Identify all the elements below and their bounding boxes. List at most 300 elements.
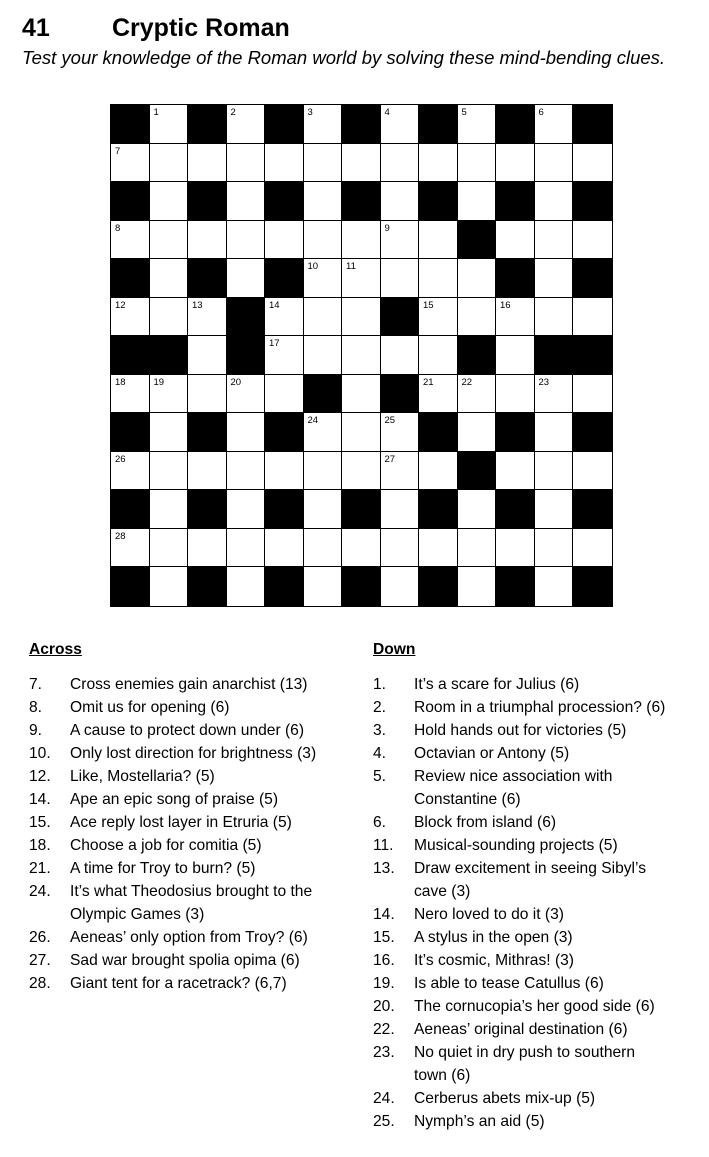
- across-clue: [29, 765, 359, 788]
- grid-square[interactable]: [496, 452, 535, 491]
- down-heading: Down: [373, 641, 416, 658]
- grid-square[interactable]: [265, 529, 304, 568]
- clue-text: [70, 949, 359, 972]
- clue-text: [414, 765, 703, 811]
- clue-label: 4.: [373, 745, 387, 762]
- grid-block: [342, 490, 381, 529]
- grid-square[interactable]: [458, 298, 497, 337]
- grid-square[interactable]: [342, 529, 381, 568]
- grid-square[interactable]: [265, 221, 304, 260]
- clue-number: 14: [269, 299, 280, 311]
- clue-text: [70, 811, 359, 834]
- clue-text: [70, 834, 359, 857]
- clue-number: 25: [384, 415, 396, 426]
- grid-square[interactable]: [111, 529, 150, 568]
- grid-square[interactable]: [304, 105, 343, 144]
- grid-block: [496, 490, 535, 529]
- grid-block: [265, 105, 304, 144]
- clue-label: 24.: [373, 1090, 395, 1107]
- clue-text: [70, 788, 359, 811]
- clue-label: 1.: [373, 676, 387, 693]
- clue-line: Is able to tease Catullus (6): [414, 975, 604, 992]
- grid-block: [419, 182, 458, 221]
- grid-square[interactable]: [265, 336, 304, 375]
- across-clue: [29, 719, 359, 742]
- grid-square[interactable]: [150, 298, 189, 337]
- clue-line: Aeneas’ original destination (6): [414, 1021, 628, 1038]
- grid-square[interactable]: [419, 259, 458, 298]
- clue-number: 18: [115, 376, 126, 388]
- grid-square[interactable]: [573, 144, 612, 183]
- grid-square[interactable]: [227, 375, 266, 414]
- clue-line: cave (3): [414, 883, 471, 900]
- clue-text: [414, 926, 703, 949]
- grid-square[interactable]: [304, 144, 343, 183]
- grid-square[interactable]: [458, 375, 497, 414]
- clue-number: 7: [115, 145, 121, 157]
- down-clue: [373, 765, 703, 811]
- clue-label: 25.: [373, 1113, 395, 1130]
- clue-text: [414, 696, 703, 719]
- clue-label: 2.: [373, 699, 387, 716]
- clue-line: Nymph’s an aid (5): [414, 1113, 545, 1130]
- clue-line: Hold hands out for victories (5): [414, 722, 627, 739]
- grid-square[interactable]: [496, 336, 535, 375]
- grid-square[interactable]: [535, 529, 574, 568]
- clue-number: 27: [384, 453, 396, 465]
- clue-line: Omit us for opening (6): [70, 699, 230, 716]
- clue-number: 16: [500, 299, 511, 311]
- grid-block: [496, 182, 535, 221]
- grid-square[interactable]: [304, 452, 343, 491]
- clue-label: 27.: [29, 952, 51, 969]
- down-clue: [373, 949, 703, 972]
- grid-square[interactable]: [381, 221, 420, 260]
- clue-text: [414, 1018, 703, 1041]
- grid-square[interactable]: [227, 490, 266, 529]
- clue-label: 28.: [29, 975, 51, 992]
- grid-square[interactable]: [342, 452, 381, 491]
- grid-block: [419, 413, 458, 452]
- grid-square[interactable]: [150, 221, 189, 260]
- grid-square[interactable]: [496, 529, 535, 568]
- grid-square[interactable]: [535, 567, 574, 606]
- clue-text: [414, 1041, 703, 1087]
- clue-number: 15: [423, 299, 434, 311]
- clue-number: 11: [346, 261, 356, 272]
- grid-square[interactable]: [150, 490, 189, 529]
- grid-square[interactable]: [227, 105, 266, 144]
- clue-text: [414, 972, 703, 995]
- clue-line: Aeneas’ only option from Troy? (6): [70, 929, 308, 946]
- across-clue: [29, 972, 359, 995]
- grid-square[interactable]: [188, 375, 227, 414]
- grid-square[interactable]: [419, 529, 458, 568]
- clue-number: 24: [307, 415, 319, 426]
- grid-square[interactable]: [304, 567, 343, 606]
- grid-square[interactable]: [458, 182, 497, 221]
- down-clue: [373, 857, 703, 903]
- grid-block: [342, 182, 381, 221]
- clue-text: [70, 742, 359, 765]
- across-clue: [29, 834, 359, 857]
- crossword-grid: [110, 104, 613, 607]
- grid-square[interactable]: [304, 529, 343, 568]
- grid-square[interactable]: [458, 144, 497, 183]
- clue-line: The cornucopia’s her good side (6): [414, 998, 655, 1015]
- grid-square[interactable]: [419, 336, 458, 375]
- grid-square[interactable]: [111, 375, 150, 414]
- clue-label: 7.: [29, 676, 43, 693]
- across-clue: [29, 857, 359, 880]
- grid-block: [265, 182, 304, 221]
- down-clues: [373, 641, 703, 1133]
- grid-block: [342, 105, 381, 144]
- clue-number: 28: [115, 530, 126, 542]
- grid-square[interactable]: [188, 452, 227, 491]
- grid-square[interactable]: [535, 298, 574, 337]
- grid-block: [496, 567, 535, 606]
- grid-block: [111, 490, 150, 529]
- clue-number: 2: [230, 107, 236, 118]
- grid-square[interactable]: [227, 144, 266, 183]
- clue-text: [70, 765, 359, 788]
- grid-square[interactable]: [188, 298, 227, 337]
- clue-text: [70, 972, 359, 995]
- puzzle-intro: Test your knowledge of the Roman world by solving these mind-bending clues.: [22, 47, 666, 68]
- clue-number: 21: [423, 376, 434, 388]
- grid-square[interactable]: [535, 144, 574, 183]
- grid-block: [419, 567, 458, 606]
- grid-square[interactable]: [535, 490, 574, 529]
- grid-square[interactable]: [342, 413, 381, 452]
- grid-square[interactable]: [419, 144, 458, 183]
- grid-square[interactable]: [265, 452, 304, 491]
- grid-square[interactable]: [265, 298, 304, 337]
- grid-square[interactable]: [458, 567, 497, 606]
- grid-square[interactable]: [150, 413, 189, 452]
- grid-square[interactable]: [265, 144, 304, 183]
- grid-block: [381, 298, 420, 337]
- clue-label: 20.: [373, 998, 395, 1015]
- grid-square[interactable]: [111, 144, 150, 183]
- grid-square[interactable]: [381, 336, 420, 375]
- across-clue: [29, 696, 359, 719]
- grid-square[interactable]: [227, 567, 266, 606]
- clue-line: Choose a job for comitia (5): [70, 837, 262, 854]
- clue-number: 3: [307, 107, 313, 118]
- across-clue-list: [29, 673, 359, 995]
- clue-line: Sad war brought spolia opima (6): [70, 952, 300, 969]
- clue-text: [414, 903, 703, 926]
- grid-square[interactable]: [227, 259, 266, 298]
- grid-square[interactable]: [188, 336, 227, 375]
- grid-square[interactable]: [227, 221, 266, 260]
- down-clue: [373, 926, 703, 949]
- grid-square[interactable]: [304, 298, 343, 337]
- grid-square[interactable]: [304, 413, 343, 452]
- grid-square[interactable]: [573, 298, 612, 337]
- down-clue: [373, 673, 703, 696]
- clue-number: 12: [115, 299, 126, 311]
- grid-square[interactable]: [111, 298, 150, 337]
- clue-number: 19: [153, 376, 165, 388]
- grid-block: [458, 452, 497, 491]
- grid-square[interactable]: [304, 490, 343, 529]
- grid-square[interactable]: [342, 144, 381, 183]
- clue-text: [414, 1110, 703, 1133]
- down-clue: [373, 834, 703, 857]
- grid-square[interactable]: [150, 105, 189, 144]
- grid-square[interactable]: [304, 182, 343, 221]
- clue-label: 14.: [29, 791, 51, 808]
- down-clue: [373, 1110, 703, 1133]
- clue-label: 18.: [29, 837, 51, 854]
- across-clues: [29, 641, 359, 995]
- grid-block: [573, 105, 612, 144]
- clue-line: Review nice association with: [414, 768, 613, 785]
- clue-label: 5.: [373, 768, 387, 785]
- grid-square[interactable]: [381, 529, 420, 568]
- clue-line: Ace reply lost layer in Etruria (5): [70, 814, 292, 831]
- clue-text: [414, 995, 703, 1018]
- down-clue: [373, 903, 703, 926]
- clue-line: town (6): [414, 1067, 471, 1084]
- grid-square[interactable]: [535, 105, 574, 144]
- clue-line: A stylus in the open (3): [414, 929, 573, 946]
- grid-block: [381, 375, 420, 414]
- clue-number: 17: [269, 338, 280, 349]
- clue-number: 23: [538, 376, 550, 388]
- grid-square[interactable]: [304, 336, 343, 375]
- grid-square[interactable]: [150, 182, 189, 221]
- across-clue: [29, 673, 359, 696]
- down-clue: [373, 742, 703, 765]
- grid-block: [111, 105, 150, 144]
- grid-square[interactable]: [342, 221, 381, 260]
- grid-block: [573, 259, 612, 298]
- clue-line: Ape an epic song of praise (5): [70, 791, 279, 808]
- grid-square[interactable]: [496, 144, 535, 183]
- grid-square[interactable]: [381, 182, 420, 221]
- grid-square[interactable]: [150, 375, 189, 414]
- clue-label: 24.: [29, 883, 51, 900]
- clue-number: 26: [115, 453, 126, 465]
- clue-label: 26.: [29, 929, 51, 946]
- grid-square[interactable]: [419, 375, 458, 414]
- down-clue-list: [373, 673, 703, 1133]
- clue-label: 6.: [373, 814, 387, 831]
- grid-block: [188, 105, 227, 144]
- grid-square[interactable]: [381, 567, 420, 606]
- grid-square[interactable]: [573, 375, 612, 414]
- clue-line: Like, Mostellaria? (5): [70, 768, 215, 785]
- grid-block: [265, 490, 304, 529]
- grid-square[interactable]: [188, 144, 227, 183]
- grid-square[interactable]: [458, 105, 497, 144]
- grid-square[interactable]: [458, 413, 497, 452]
- clue-text: [414, 742, 703, 765]
- across-clue: [29, 742, 359, 765]
- across-heading: Across: [29, 641, 82, 658]
- grid-square[interactable]: [535, 413, 574, 452]
- across-clue: [29, 811, 359, 834]
- puzzle-title: Cryptic Roman: [112, 14, 290, 42]
- down-clue: [373, 1018, 703, 1041]
- grid-block: [535, 336, 574, 375]
- clue-text: [414, 1087, 703, 1110]
- grid-square[interactable]: [227, 413, 266, 452]
- grid-square[interactable]: [342, 298, 381, 337]
- grid-square[interactable]: [265, 375, 304, 414]
- grid-square[interactable]: [150, 144, 189, 183]
- grid-block: [150, 336, 189, 375]
- clue-line: Only lost direction for brightness (3): [70, 745, 317, 762]
- grid-block: [458, 221, 497, 260]
- clue-label: 19.: [373, 975, 395, 992]
- clue-number: 10: [307, 261, 319, 272]
- clue-number: 8: [115, 222, 121, 234]
- grid-block: [265, 567, 304, 606]
- grid-square[interactable]: [150, 452, 189, 491]
- clue-line: Draw excitement in seeing Sibyl’s: [414, 860, 646, 877]
- grid-square[interactable]: [111, 452, 150, 491]
- clue-text: [414, 811, 703, 834]
- grid-block: [111, 336, 150, 375]
- title-row: [22, 14, 702, 43]
- grid-square[interactable]: [227, 182, 266, 221]
- clue-number: 4: [384, 107, 390, 118]
- grid-square[interactable]: [150, 567, 189, 606]
- grid-block: [111, 182, 150, 221]
- puzzle-number: 41: [22, 14, 50, 42]
- grid-square[interactable]: [535, 221, 574, 260]
- clue-text: [70, 673, 359, 696]
- grid-square[interactable]: [458, 259, 497, 298]
- clue-number: 20: [230, 376, 242, 388]
- grid-square[interactable]: [381, 105, 420, 144]
- clue-label: 8.: [29, 699, 43, 716]
- clue-label: 15.: [29, 814, 51, 831]
- grid-square[interactable]: [381, 259, 420, 298]
- grid-square[interactable]: [496, 298, 535, 337]
- grid-square[interactable]: [419, 452, 458, 491]
- clue-text: [414, 949, 703, 972]
- down-clue: [373, 696, 703, 719]
- grid-block: [111, 413, 150, 452]
- clue-line: A time for Troy to burn? (5): [70, 860, 256, 877]
- clue-number: 5: [461, 107, 467, 118]
- grid-block: [573, 413, 612, 452]
- grid-block: [419, 105, 458, 144]
- down-clue: [373, 811, 703, 834]
- down-clue: [373, 972, 703, 995]
- clue-label: 22.: [373, 1021, 395, 1038]
- grid-square[interactable]: [150, 529, 189, 568]
- clue-number: 13: [192, 299, 203, 311]
- grid-square[interactable]: [304, 259, 343, 298]
- clue-number: 22: [461, 376, 473, 388]
- clue-text: [70, 926, 359, 949]
- grid-block: [188, 490, 227, 529]
- grid-square[interactable]: [188, 529, 227, 568]
- clue-text: [414, 857, 703, 903]
- grid-square[interactable]: [535, 452, 574, 491]
- grid-square[interactable]: [381, 413, 420, 452]
- clue-line: Nero loved to do it (3): [414, 906, 564, 923]
- clue-number: 9: [384, 222, 390, 234]
- across-clue: [29, 788, 359, 811]
- clue-text: [70, 719, 359, 742]
- grid-square[interactable]: [342, 336, 381, 375]
- grid-square[interactable]: [496, 375, 535, 414]
- grid-square[interactable]: [573, 221, 612, 260]
- grid-square[interactable]: [381, 452, 420, 491]
- grid-block: [573, 567, 612, 606]
- clue-text: [70, 880, 359, 926]
- clue-label: 21.: [29, 860, 51, 877]
- grid-square[interactable]: [304, 221, 343, 260]
- clue-label: 3.: [373, 722, 387, 739]
- clue-text: [414, 834, 703, 857]
- grid-square[interactable]: [381, 144, 420, 183]
- grid-square[interactable]: [458, 490, 497, 529]
- grid-square[interactable]: [227, 529, 266, 568]
- down-clue: [373, 1087, 703, 1110]
- grid-square[interactable]: [342, 259, 381, 298]
- clue-label: 12.: [29, 768, 51, 785]
- down-clue: [373, 995, 703, 1018]
- grid-block: [111, 567, 150, 606]
- clue-line: It’s cosmic, Mithras! (3): [414, 952, 575, 969]
- clue-line: A cause to protect down under (6): [70, 722, 305, 739]
- grid-square[interactable]: [573, 452, 612, 491]
- grid-block: [227, 298, 266, 337]
- clue-line: It’s what Theodosius brought to the: [70, 883, 313, 900]
- grid-square[interactable]: [535, 182, 574, 221]
- clue-text: [70, 696, 359, 719]
- grid-square[interactable]: [419, 298, 458, 337]
- clue-line: Cerberus abets mix-up (5): [414, 1090, 596, 1107]
- grid-square[interactable]: [342, 375, 381, 414]
- down-clue: [373, 719, 703, 742]
- grid-square[interactable]: [573, 529, 612, 568]
- clue-line: Octavian or Antony (5): [414, 745, 570, 762]
- grid-square[interactable]: [227, 452, 266, 491]
- grid-square[interactable]: [188, 221, 227, 260]
- grid-block: [458, 336, 497, 375]
- clue-number: 6: [538, 107, 544, 118]
- grid-block: [573, 336, 612, 375]
- grid-block: [573, 182, 612, 221]
- clue-label: 16.: [373, 952, 395, 969]
- grid-square[interactable]: [535, 375, 574, 414]
- grid-square[interactable]: [381, 490, 420, 529]
- grid-block: [496, 105, 535, 144]
- grid-square[interactable]: [419, 221, 458, 260]
- grid-block: [227, 336, 266, 375]
- grid-block: [111, 259, 150, 298]
- grid-square[interactable]: [496, 221, 535, 260]
- clue-line: Giant tent for a racetrack? (6,7): [70, 975, 287, 992]
- grid-square[interactable]: [150, 259, 189, 298]
- grid-square[interactable]: [458, 529, 497, 568]
- clue-label: 9.: [29, 722, 43, 739]
- across-clue: [29, 949, 359, 972]
- clue-line: Room in a triumphal procession? (6): [414, 699, 666, 716]
- grid-square[interactable]: [535, 259, 574, 298]
- grid-square[interactable]: [111, 221, 150, 260]
